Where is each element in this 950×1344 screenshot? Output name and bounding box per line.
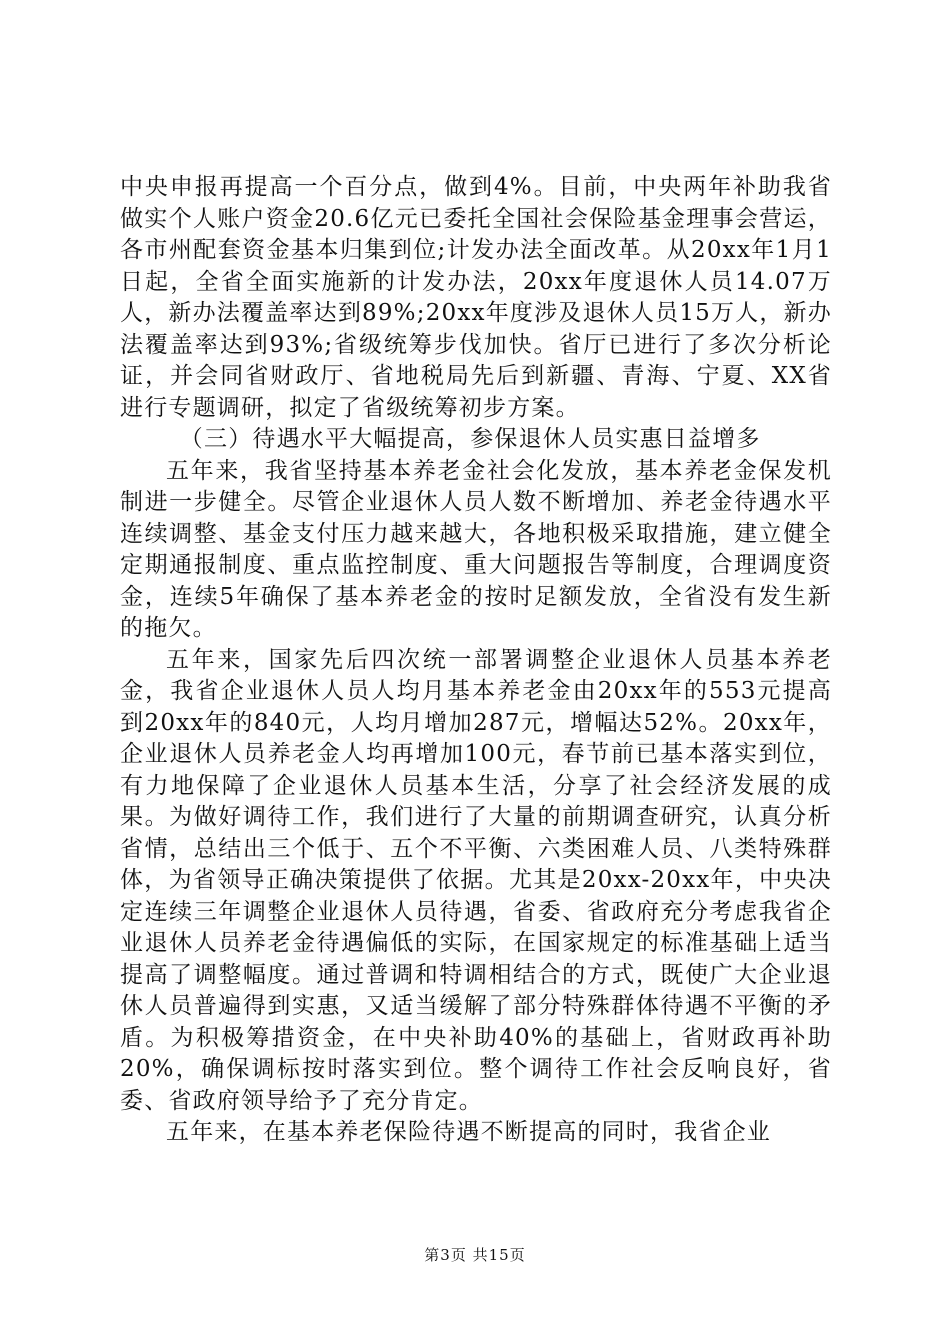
document-body [120,172,832,1149]
paragraph: 五年来，我省坚持基本养老金社会化发放，基本养老金保发机制进一步健全。尽管企业退休人员人数不断增加、养老金待遇水平连续调整、基金支付压力越来越大，各地积极采取措施，建立健全定期通报制度、重点监控制度、重大问题报告等制度，合理调度资金，连续5年确保了基本养老金的按时足额发放，全省没有发生新的拖欠。 [120,457,832,641]
paragraph-continuation: 中央申报再提高一个百分点，做到4%。目前，中央两年补助我省做实个人账户资金20.6亿元已委托全国社会保险基金理事会营运，各市州配套资金基本归集到位;计发办法全面改革。从20xx年1月1日起，全省全面实施新的计发办法，20xx年度退休人员14.07万人，新办法覆盖率达到89%;20xx年度涉及退休人员15万人，新办法覆盖率达到93%;省级统筹步伐加快。省厅已进行了多次分析论证，并会同省财政厅、省地税局先后到新疆、青海、宁夏、XX省进行专题调研，拟定了省级统筹初步方案。 [120,174,832,421]
paragraph: 五年来，国家先后四次统一部署调整企业退休人员基本养老金，我省企业退休人员人均月基本养老金由20xx年的553元提高到20xx年的840元，人均月增加287元，增幅达52%。20xx年，企业退休人员养老金人均再增加100元，春节前已基本落实到位，有力地保障了企业退休人员基本生活，分享了社会经济发展的成果。为做好调待工作，我们进行了大量的前期调查研究，认真分析省情，总结出三个低于、五个不平衡、六类困难人员、八类特殊群体，为省领导正确决策提供了依据。尤其是20xx-20xx年，中央决定连续三年调整企业退休人员待遇，省委、省政府充分考虑我省企业退休人员养老金待遇偏低的实际，在国家规定的标准基础上适当提高了调整幅度。通过普调和特调相结合的方式，既使广大企业退休人员普遍得到实惠，又适当缓解了部分特殊群体待遇不平衡的矛盾。为积极筹措资金，在中央补助40%的基础上，省财政再补助20%，确保调标按时落实到位。整个调待工作社会反响良好，省委、省政府领导给予了充分肯定。 [120,646,832,1114]
paragraph: 五年来，在基本养老保险待遇不断提高的同时，我省企业 [166,1119,771,1145]
section-heading: （三）待遇水平大幅提高，参保退休人员实惠日益增多 [179,426,761,452]
page-number-footer: 第3页 共15页 [424,1246,526,1264]
